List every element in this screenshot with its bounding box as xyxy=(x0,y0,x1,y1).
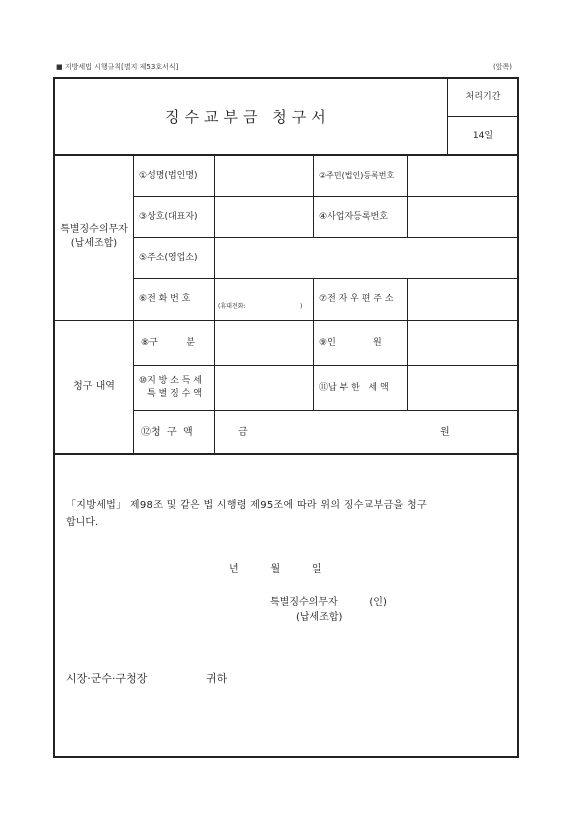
obligor-section-label xyxy=(55,223,133,251)
registration-number-label: ②주민(법인)등록번호 xyxy=(319,171,395,180)
obligor-section-label-line1: 특별징수의무자 xyxy=(60,224,128,235)
processing-period-label: 처리기간 xyxy=(465,92,501,102)
mobile-close: ) xyxy=(300,303,303,310)
statement-line2: 합니다. xyxy=(66,517,99,528)
regulation-text: 지방세법 시행규칙[별지 제53호서식] xyxy=(64,63,179,71)
form-reference xyxy=(56,62,178,72)
phone-label: ⑥전 화 번 호 xyxy=(139,294,191,304)
business-number-label: ④사업자등록번호 xyxy=(319,212,388,222)
email-label: ⑦전 자 우 편 주 소 xyxy=(319,294,394,304)
email-field[interactable] xyxy=(408,280,517,320)
category-label: ⑧구 분 xyxy=(141,338,196,348)
addressee: 시장·군수·구청장 xyxy=(66,672,148,685)
personnel-label: ⑨인 원 xyxy=(319,338,382,348)
name-label: ①성명(법인명) xyxy=(139,171,198,181)
registration-number-field[interactable] xyxy=(408,157,517,196)
category-field[interactable] xyxy=(215,322,313,365)
local-income-tax-label xyxy=(139,375,202,401)
claim-amount-field[interactable] xyxy=(262,413,422,451)
claim-section-label: 청구 내역 xyxy=(73,381,115,392)
business-number-field[interactable] xyxy=(408,198,517,237)
local-income-tax-field[interactable] xyxy=(215,367,313,410)
amount-prefix: 금 xyxy=(238,427,248,438)
obligor-section-label-line2: (납세조합) xyxy=(70,238,118,249)
address-field[interactable] xyxy=(215,239,517,278)
signer-line: 특별징수의무자 (인) xyxy=(270,597,387,608)
signer-sub-line: (납세조합) xyxy=(296,612,343,623)
local-income-tax-label-line2: 특 별 징 수 액 xyxy=(147,389,202,399)
mobile-label: (휴대전화: xyxy=(218,303,246,310)
form-title: 징수교부금 청구서 xyxy=(165,108,331,126)
bullet-icon: ■ xyxy=(56,63,63,71)
paid-tax-field[interactable] xyxy=(408,367,517,410)
personnel-field[interactable] xyxy=(408,322,517,365)
processing-period-value: 14일 xyxy=(472,131,494,141)
local-income-tax-label-line1: ⑩지 방 소 득 세 xyxy=(139,376,202,386)
honorific: 귀하 xyxy=(206,672,228,685)
name-field[interactable] xyxy=(215,157,313,196)
amount-suffix: 원 xyxy=(440,427,450,438)
statement-line1: 「지방세법」 제98조 및 같은 법 시행령 제95조에 따라 위의 징수교부금을 청구 xyxy=(66,500,427,511)
date-line: 년 월 일 xyxy=(229,564,322,575)
page-side-label: (앞쪽) xyxy=(493,63,512,71)
trade-name-field[interactable] xyxy=(215,198,313,237)
paid-tax-label: ⑪납 부 한 세 액 xyxy=(319,383,389,393)
trade-name-label: ③상호(대표자) xyxy=(139,212,198,222)
claim-amount-label: ⑫청 구 액 xyxy=(141,427,193,438)
address-label: ⑤주소(영업소) xyxy=(139,253,198,263)
